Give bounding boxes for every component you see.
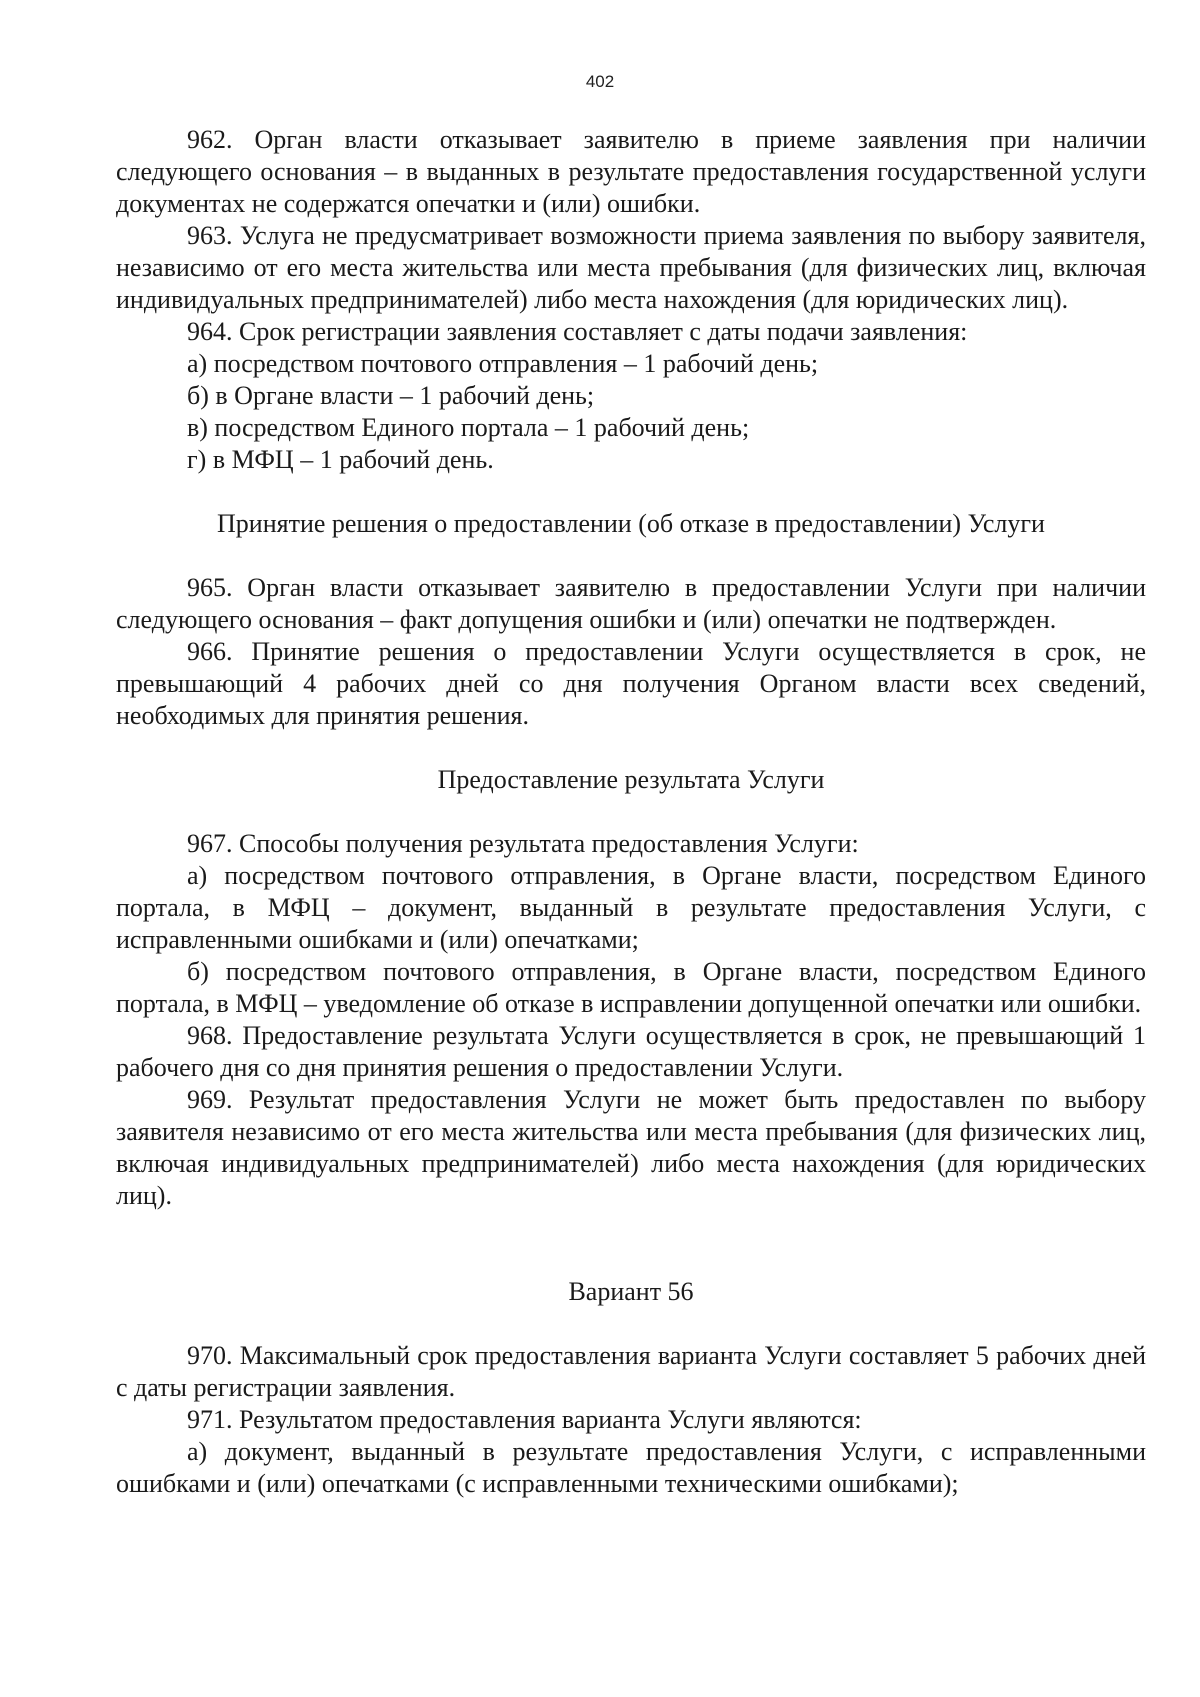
document-body: [116, 124, 1146, 1500]
paragraph-968: 968. Предоставление результата Услуги осуществляется в срок, не превышающий 1 рабочего дня со дня принятия решения о предоставлении Услуги.: [116, 1021, 1146, 1082]
section-heading-decision: Принятие решения о предоставлении (об отказе в предоставлении) Услуги: [217, 509, 1045, 538]
paragraph-965: 965. Орган власти отказывает заявителю в предоставлении Услуги при наличии следующего основания – факт допущения ошибки и (или) опечатки не подтвержден.: [116, 573, 1146, 634]
paragraph-967: 967. Способы получения результата предоставления Услуги:: [187, 829, 859, 858]
list-item-964-b: б) в Органе власти – 1 рабочий день;: [187, 381, 595, 410]
list-item-967-a: а) посредством почтового отправления, в Органе власти, посредством Единого портала, в МФЦ – документ, выданный в результате предоставления Услуги, с исправленными ошибками и (или) опечатками;: [116, 861, 1146, 954]
paragraph-963: 963. Услуга не предусматривает возможности приема заявления по выбору заявителя, независимо от его места жительства или места пребывания (для физических лиц, включая индивидуальных предпринимателей) либо места нахождения (для юридических лиц).: [116, 221, 1146, 314]
list-item-964-g: г) в МФЦ – 1 рабочий день.: [187, 445, 494, 474]
paragraph-969: 969. Результат предоставления Услуги не может быть предоставлен по выбору заявителя независимо от его места жительства или места пребывания (для физических лиц, включая индивидуальных предпринимателей) либо места нахождения (для юридических лиц).: [116, 1085, 1146, 1210]
page-number: 402: [585, 72, 615, 91]
section-heading-variant: Вариант 56: [568, 1277, 694, 1306]
list-item-967-b: б) посредством почтового отправления, в Органе власти, посредством Единого портала, в МФЦ – уведомление об отказе в исправлении допущенной опечатки или ошибки.: [116, 957, 1146, 1018]
paragraph-964: 964. Срок регистрации заявления составляет с даты подачи заявления:: [187, 317, 968, 346]
paragraph-966: 966. Принятие решения о предоставлении Услуги осуществляется в срок, не превышающий 4 рабочих дней со дня получения Органом власти всех сведений, необходимых для принятия решения.: [116, 637, 1146, 730]
paragraph-962: 962. Орган власти отказывает заявителю в приеме заявления при наличии следующего основания – в выданных в результате предоставления государственной услуги документах не содержатся опечатки и (или) ошибки.: [116, 125, 1146, 218]
list-item-964-a: а) посредством почтового отправления – 1 рабочий день;: [187, 349, 819, 378]
list-item-964-v: в) посредством Единого портала – 1 рабочий день;: [187, 413, 750, 442]
list-item-971-a: а) документ, выданный в результате предоставления Услуги, с исправленными ошибками и (или) опечатками (с исправленными техническими ошибками);: [116, 1437, 1146, 1498]
section-heading-result: Предоставление результата Услуги: [437, 765, 825, 794]
paragraph-970: 970. Максимальный срок предоставления варианта Услуги составляет 5 рабочих дней с даты регистрации заявления.: [116, 1341, 1146, 1402]
paragraph-971: 971. Результатом предоставления варианта Услуги являются:: [187, 1405, 862, 1434]
